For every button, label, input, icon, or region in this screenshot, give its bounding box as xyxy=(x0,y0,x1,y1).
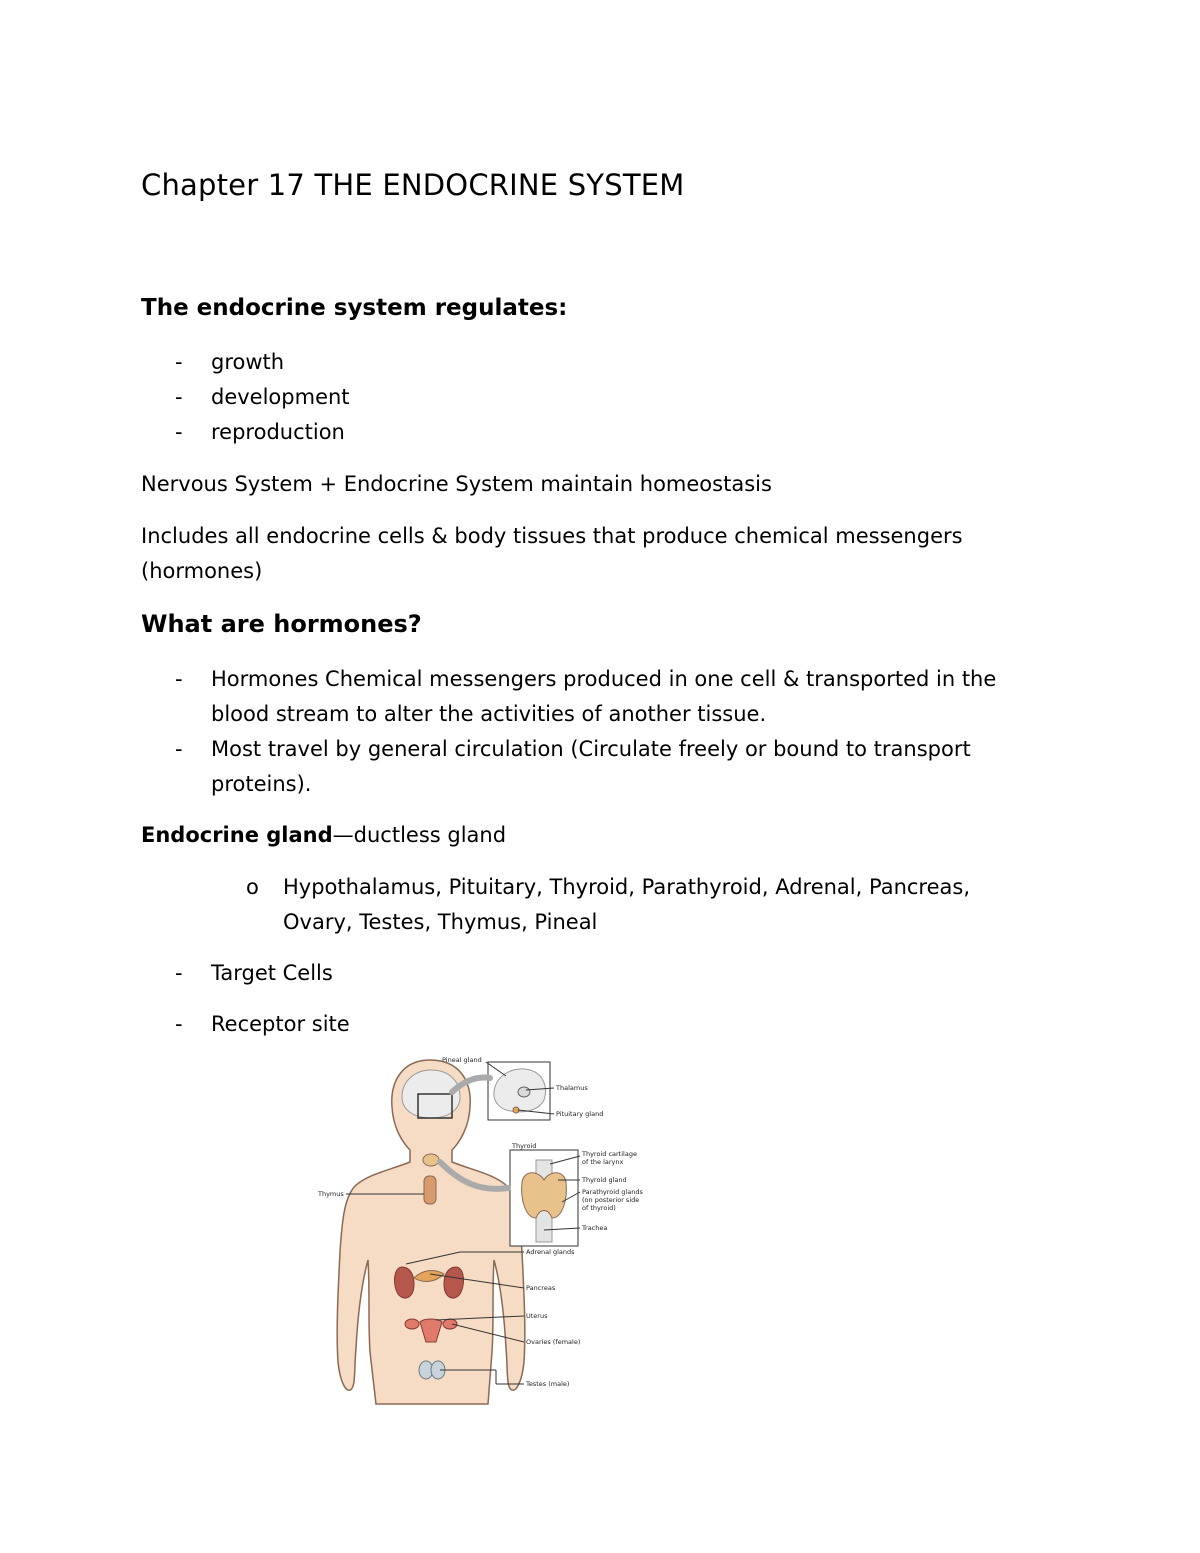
ovaries-label: Ovaries (female) xyxy=(526,1338,581,1346)
list-item: Hormones Chemical messengers produced in one cell & transported in the xyxy=(211,667,997,691)
thyroid-cartilage-label-continued: of the larynx xyxy=(582,1158,624,1166)
list-dash: - xyxy=(175,667,183,691)
list-dash: - xyxy=(175,385,183,409)
endocrine-system-figure xyxy=(310,1052,670,1412)
thyroid-gland-label: Thyroid gland xyxy=(582,1176,627,1184)
homeostasis-line: Nervous System + Endocrine System maintain homeostasis xyxy=(141,472,772,496)
list-dash: - xyxy=(175,737,183,761)
thalamus-inset xyxy=(518,1087,530,1097)
target-cells-item: Target Cells xyxy=(211,961,333,985)
gland-definition-text: —ductless gland xyxy=(332,823,507,847)
pituitary-label: Pituitary gland xyxy=(556,1110,604,1118)
thyroid-cartilage-label: Thyroid cartilage xyxy=(582,1150,637,1158)
adrenal-label: Adrenal glands xyxy=(526,1248,575,1256)
list-item: growth xyxy=(211,350,285,374)
parathyroid-label: Parathyroid glands xyxy=(582,1188,643,1196)
list-item-continued: proteins). xyxy=(211,772,312,796)
includes-line: Includes all endocrine cells & body tissues that produce chemical messengers xyxy=(141,524,963,548)
list-item: reproduction xyxy=(211,420,345,444)
testes-label: Testes (male) xyxy=(526,1380,570,1388)
left-ovary xyxy=(405,1319,419,1329)
gland-definition xyxy=(141,818,506,853)
parathyroid-label-continued-2: of thyroid) xyxy=(582,1204,616,1212)
list-item: development xyxy=(211,385,350,409)
list-item-continued: blood stream to alter the activities of another tissue. xyxy=(211,702,767,726)
list-item: Most travel by general circulation (Circulate freely or bound to transport xyxy=(211,737,971,761)
gland-list: Hypothalamus, Pituitary, Thyroid, Parathyroid, Adrenal, Pancreas, xyxy=(283,875,971,899)
thymus-label: Thymus xyxy=(318,1190,344,1198)
left-kidney xyxy=(395,1267,414,1298)
includes-line-continued: (hormones) xyxy=(141,559,263,583)
pineal-label: Pineal gland xyxy=(442,1056,482,1064)
pancreas-label: Pancreas xyxy=(526,1284,556,1292)
list-bullet: o xyxy=(246,875,259,899)
right-ovary xyxy=(443,1319,457,1329)
thyroid-on-body xyxy=(423,1154,439,1166)
gland-term: Endocrine gland xyxy=(141,823,333,847)
uterus-label: Uterus xyxy=(526,1312,548,1320)
list-dash: - xyxy=(175,420,183,444)
gland-list-continued: Ovary, Testes, Thymus, Pineal xyxy=(283,910,598,934)
chapter-title: Chapter 17 THE ENDOCRINE SYSTEM xyxy=(141,168,685,202)
thymus-organ xyxy=(424,1176,436,1204)
parathyroid-label-continued: (on posterior side xyxy=(582,1196,640,1204)
receptor-site-item: Receptor site xyxy=(211,1012,350,1036)
thyroid-box-label: Thyroid xyxy=(512,1142,537,1150)
trachea-label: Trachea xyxy=(582,1224,608,1232)
list-dash: - xyxy=(175,961,183,985)
list-dash: - xyxy=(175,1012,183,1036)
right-kidney xyxy=(444,1267,463,1298)
list-dash: - xyxy=(175,350,183,374)
regulates-heading: The endocrine system regulates: xyxy=(141,295,568,321)
thalamus-label: Thalamus xyxy=(556,1084,588,1092)
hormones-heading: What are hormones? xyxy=(141,610,422,638)
